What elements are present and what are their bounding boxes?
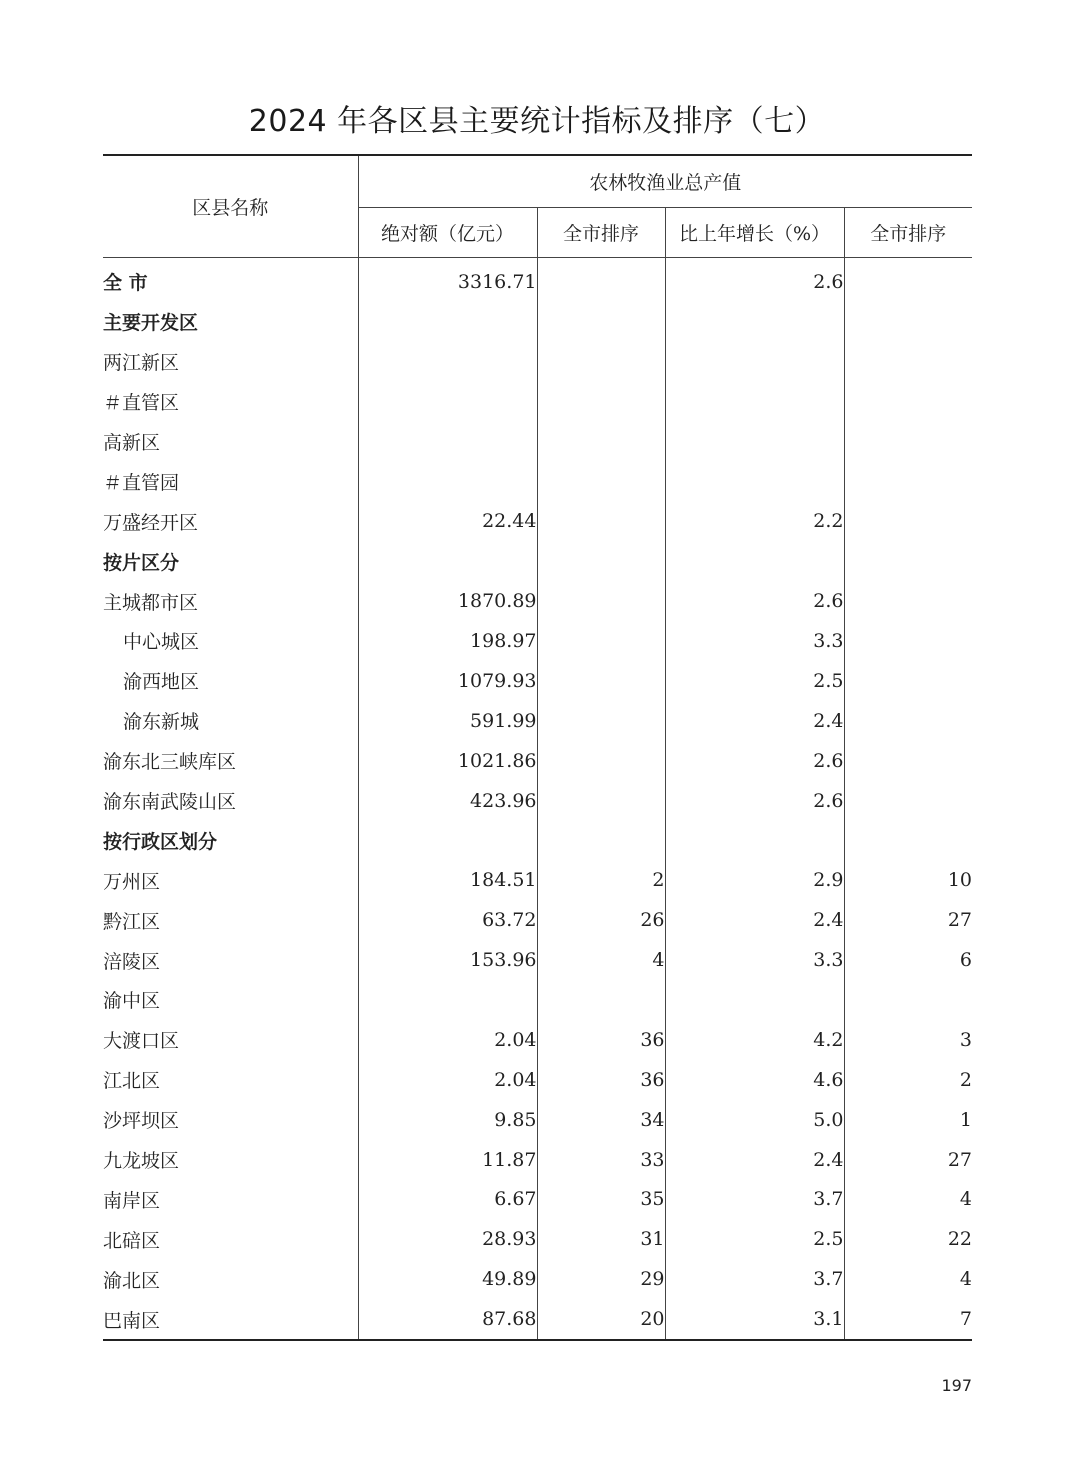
growth-rate-cell: 5.0 bbox=[665, 1100, 844, 1140]
district-name-cell: 主要开发区 bbox=[103, 302, 358, 342]
table-row bbox=[103, 461, 972, 501]
agri-output-group-header: 农林牧渔业总产值 bbox=[358, 155, 972, 208]
page-title: 2024 年各区县主要统计指标及排序（七） bbox=[248, 104, 826, 139]
growth-rank-cell: 4 bbox=[959, 1268, 973, 1291]
table-row bbox=[103, 258, 972, 302]
table-header bbox=[103, 155, 972, 258]
absolute-rank-cell bbox=[537, 741, 665, 781]
growth-rate-cell bbox=[665, 820, 844, 860]
growth-rank-cell: 1 bbox=[959, 1108, 973, 1131]
district-name-header: 区县名称 bbox=[103, 155, 358, 258]
table-row bbox=[103, 1060, 972, 1100]
absolute-rank-cell: 29 bbox=[537, 1259, 665, 1299]
table-row bbox=[103, 900, 972, 940]
district-name-cell: 涪陵区 bbox=[103, 940, 358, 980]
district-name-cell: ＃直管园 bbox=[103, 461, 358, 501]
district-name-cell: 两江新区 bbox=[103, 342, 358, 382]
table-row bbox=[103, 701, 972, 741]
growth-rate-cell: 3.7 bbox=[665, 1179, 844, 1219]
absolute-rank-cell bbox=[537, 701, 665, 741]
table-row bbox=[103, 541, 972, 581]
absolute-rank-cell bbox=[537, 661, 665, 701]
growth-rank-cell bbox=[844, 820, 972, 860]
growth-rank-cell bbox=[844, 741, 972, 781]
district-name-cell: 黔江区 bbox=[103, 900, 358, 940]
absolute-value-cell bbox=[358, 342, 537, 382]
table-row bbox=[103, 621, 972, 661]
district-name-cell: 高新区 bbox=[103, 422, 358, 462]
growth-rank-cell bbox=[844, 501, 972, 541]
growth-rate-cell: 2.6 bbox=[665, 741, 844, 781]
growth-rate-cell: 2.6 bbox=[665, 581, 844, 621]
absolute-rank-cell: 36 bbox=[537, 1020, 665, 1060]
growth-rank-cell: 2 bbox=[959, 1068, 973, 1091]
growth-rank-header: 全市排序 bbox=[844, 208, 972, 258]
absolute-value-cell: 198.97 bbox=[358, 621, 537, 661]
growth-rank-cell: 27 bbox=[947, 909, 973, 932]
growth-rate-cell: 3.3 bbox=[665, 621, 844, 661]
table-row bbox=[103, 501, 972, 541]
statistics-table bbox=[103, 154, 972, 1341]
growth-rank-cell bbox=[844, 581, 972, 621]
absolute-rank-cell: 26 bbox=[537, 900, 665, 940]
page-number: 197 bbox=[941, 1376, 972, 1395]
growth-rate-cell: 2.4 bbox=[665, 1140, 844, 1180]
growth-rate-cell: 3.7 bbox=[665, 1259, 844, 1299]
district-name-cell: 主城都市区 bbox=[103, 581, 358, 621]
absolute-value-cell bbox=[358, 541, 537, 581]
growth-rank-cell bbox=[844, 461, 972, 501]
district-name-cell: 按片区分 bbox=[103, 541, 358, 581]
growth-rate-cell: 4.6 bbox=[665, 1060, 844, 1100]
district-name-cell: 按行政区划分 bbox=[103, 820, 358, 860]
absolute-value-cell: 28.93 bbox=[358, 1219, 537, 1259]
table-row bbox=[103, 382, 972, 422]
growth-rank-cell: 4 bbox=[959, 1188, 973, 1211]
absolute-rank-cell: 4 bbox=[537, 940, 665, 980]
absolute-rank-cell bbox=[537, 781, 665, 821]
table-row bbox=[103, 860, 972, 900]
absolute-value-cell: 1021.86 bbox=[358, 741, 537, 781]
growth-rank-cell: 7 bbox=[959, 1308, 973, 1331]
growth-rank-cell: 10 bbox=[947, 869, 973, 892]
growth-rate-cell: 2.9 bbox=[665, 860, 844, 900]
absolute-value-cell: 3316.71 bbox=[358, 258, 537, 302]
absolute-rank-cell bbox=[537, 501, 665, 541]
absolute-rank-cell: 33 bbox=[537, 1140, 665, 1180]
absolute-value-cell: 22.44 bbox=[358, 501, 537, 541]
growth-rank-cell bbox=[844, 980, 972, 1020]
absolute-value-cell: 423.96 bbox=[358, 781, 537, 821]
growth-rate-cell: 2.4 bbox=[665, 900, 844, 940]
absolute-rank-cell bbox=[537, 258, 665, 302]
table-row bbox=[103, 820, 972, 860]
district-name-cell: 渝东南武陵山区 bbox=[103, 781, 358, 821]
district-name-cell: 渝东新城 bbox=[103, 701, 358, 741]
growth-rank-cell bbox=[844, 258, 972, 302]
table-row bbox=[103, 980, 972, 1020]
absolute-rank-cell bbox=[537, 461, 665, 501]
table-row bbox=[103, 661, 972, 701]
absolute-value-cell: 11.87 bbox=[358, 1140, 537, 1180]
growth-rank-cell: 27 bbox=[947, 1148, 973, 1171]
growth-rank-cell: 3 bbox=[959, 1028, 973, 1051]
district-name-cell: 巴南区 bbox=[103, 1299, 358, 1340]
growth-rank-cell bbox=[844, 422, 972, 462]
absolute-value-cell bbox=[358, 302, 537, 342]
absolute-rank-cell: 34 bbox=[537, 1100, 665, 1140]
growth-rank-cell bbox=[844, 541, 972, 581]
absolute-value-cell: 153.96 bbox=[358, 940, 537, 980]
absolute-rank-cell: 31 bbox=[537, 1219, 665, 1259]
growth-rate-cell bbox=[665, 541, 844, 581]
district-name-cell: 沙坪坝区 bbox=[103, 1100, 358, 1140]
absolute-value-cell: 1079.93 bbox=[358, 661, 537, 701]
growth-rank-cell bbox=[844, 621, 972, 661]
absolute-value-cell: 2.04 bbox=[358, 1060, 537, 1100]
table-row bbox=[103, 741, 972, 781]
district-name-cell: 渝中区 bbox=[103, 980, 358, 1020]
growth-rate-cell: 2.4 bbox=[665, 701, 844, 741]
absolute-value-cell: 6.67 bbox=[358, 1179, 537, 1219]
table-row bbox=[103, 581, 972, 621]
absolute-rank-cell bbox=[537, 581, 665, 621]
table-row bbox=[103, 1259, 972, 1299]
growth-rate-cell: 3.1 bbox=[665, 1299, 844, 1340]
growth-rank-cell: 22 bbox=[947, 1228, 973, 1251]
table-row bbox=[103, 1020, 972, 1060]
absolute-rank-cell: 36 bbox=[537, 1060, 665, 1100]
absolute-value-cell bbox=[358, 422, 537, 462]
district-name-cell: 渝东北三峡库区 bbox=[103, 741, 358, 781]
absolute-value-header: 绝对额（亿元） bbox=[358, 208, 537, 258]
growth-rate-cell bbox=[665, 422, 844, 462]
growth-rank-cell: 6 bbox=[959, 949, 973, 972]
absolute-value-cell: 49.89 bbox=[358, 1259, 537, 1299]
growth-rate-cell: 2.6 bbox=[665, 781, 844, 821]
absolute-value-cell: 9.85 bbox=[358, 1100, 537, 1140]
absolute-value-cell bbox=[358, 382, 537, 422]
district-name-cell: 渝北区 bbox=[103, 1259, 358, 1299]
absolute-value-cell: 184.51 bbox=[358, 860, 537, 900]
growth-rate-cell bbox=[665, 302, 844, 342]
absolute-value-cell bbox=[358, 980, 537, 1020]
district-name-cell: 万州区 bbox=[103, 860, 358, 900]
table-row bbox=[103, 302, 972, 342]
absolute-value-cell: 87.68 bbox=[358, 1299, 537, 1340]
absolute-value-cell: 1870.89 bbox=[358, 581, 537, 621]
absolute-rank-cell: 20 bbox=[537, 1299, 665, 1340]
absolute-rank-cell: 35 bbox=[537, 1179, 665, 1219]
table-row bbox=[103, 422, 972, 462]
absolute-rank-cell bbox=[537, 820, 665, 860]
absolute-rank-cell bbox=[537, 422, 665, 462]
absolute-rank-cell bbox=[537, 621, 665, 661]
growth-rate-cell: 2.2 bbox=[665, 501, 844, 541]
absolute-value-cell bbox=[358, 820, 537, 860]
table-row bbox=[103, 1219, 972, 1259]
table-row bbox=[103, 940, 972, 980]
absolute-value-cell bbox=[358, 461, 537, 501]
growth-rate-cell bbox=[665, 980, 844, 1020]
district-name-cell: 九龙坡区 bbox=[103, 1140, 358, 1180]
district-name-cell: 全 市 bbox=[103, 258, 358, 302]
growth-rank-cell bbox=[844, 342, 972, 382]
growth-rate-header: 比上年增长（%） bbox=[665, 208, 844, 258]
district-name-cell: ＃直管区 bbox=[103, 382, 358, 422]
table-row bbox=[103, 1299, 972, 1340]
growth-rate-cell: 3.3 bbox=[665, 940, 844, 980]
district-name-cell: 南岸区 bbox=[103, 1179, 358, 1219]
district-name-cell: 江北区 bbox=[103, 1060, 358, 1100]
absolute-rank-cell bbox=[537, 382, 665, 422]
growth-rate-cell: 4.2 bbox=[665, 1020, 844, 1060]
district-name-cell: 大渡口区 bbox=[103, 1020, 358, 1060]
growth-rank-cell bbox=[844, 661, 972, 701]
district-name-cell: 渝西地区 bbox=[103, 661, 358, 701]
absolute-rank-cell bbox=[537, 342, 665, 382]
absolute-rank-cell bbox=[537, 541, 665, 581]
growth-rate-cell bbox=[665, 342, 844, 382]
absolute-rank-cell bbox=[537, 302, 665, 342]
table-body bbox=[103, 258, 972, 1341]
growth-rate-cell: 2.6 bbox=[665, 258, 844, 302]
absolute-rank-header: 全市排序 bbox=[537, 208, 665, 258]
absolute-value-cell: 2.04 bbox=[358, 1020, 537, 1060]
growth-rate-cell bbox=[665, 382, 844, 422]
absolute-value-cell: 63.72 bbox=[358, 900, 537, 940]
growth-rank-cell bbox=[844, 781, 972, 821]
district-name-cell: 中心城区 bbox=[103, 621, 358, 661]
growth-rank-cell bbox=[844, 302, 972, 342]
table-row bbox=[103, 1100, 972, 1140]
district-name-cell: 北碚区 bbox=[103, 1219, 358, 1259]
growth-rate-cell: 2.5 bbox=[665, 1219, 844, 1259]
table-row bbox=[103, 1179, 972, 1219]
absolute-value-cell: 591.99 bbox=[358, 701, 537, 741]
growth-rate-cell bbox=[665, 461, 844, 501]
growth-rank-cell bbox=[844, 382, 972, 422]
growth-rate-cell: 2.5 bbox=[665, 661, 844, 701]
table-row bbox=[103, 1140, 972, 1180]
district-name-cell: 万盛经开区 bbox=[103, 501, 358, 541]
growth-rank-cell bbox=[844, 701, 972, 741]
table-row bbox=[103, 342, 972, 382]
absolute-rank-cell: 2 bbox=[537, 860, 665, 900]
table-row bbox=[103, 781, 972, 821]
absolute-rank-cell bbox=[537, 980, 665, 1020]
